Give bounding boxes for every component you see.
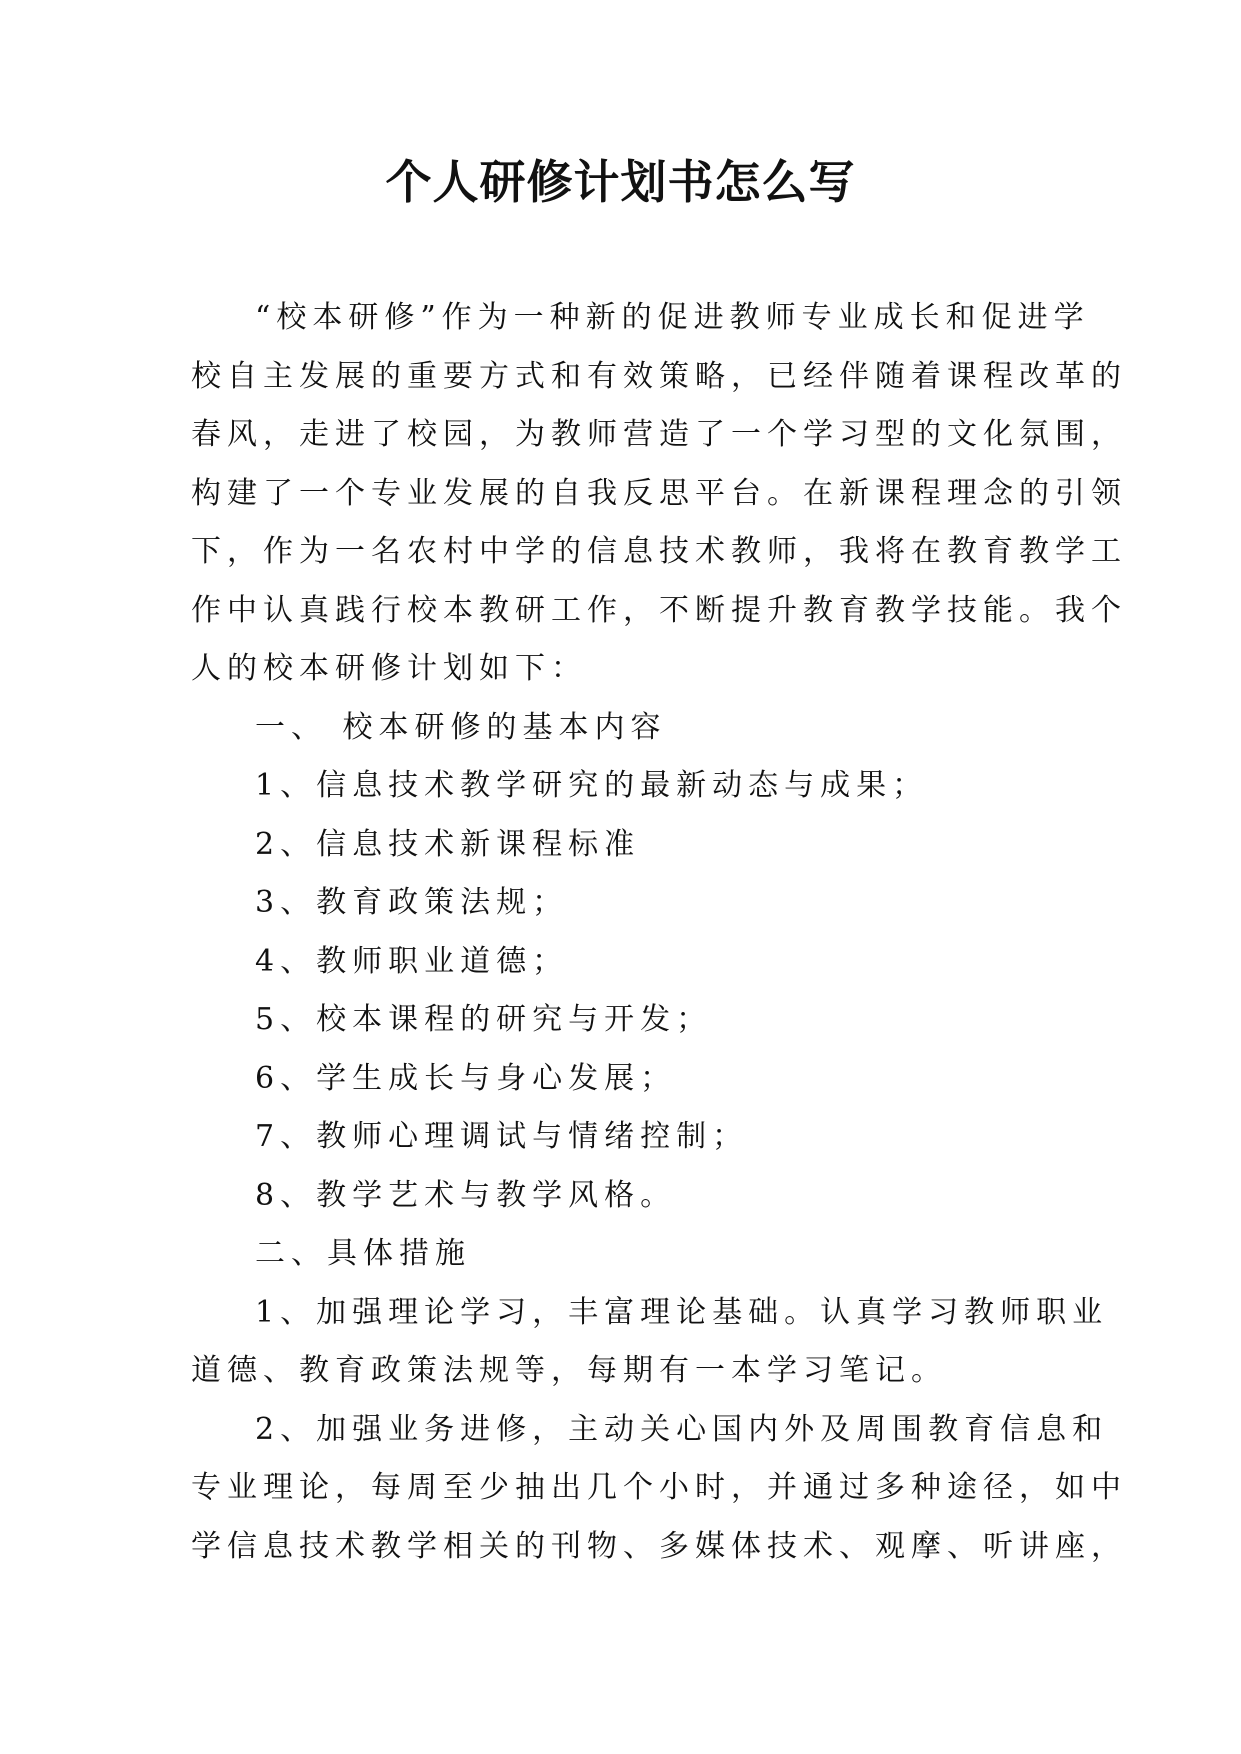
section-heading: 二、具体措施 [255,1236,471,1271]
paragraph-line: 构建了一个专业发展的自我反思平台。在新课程理念的引领 [191,475,1127,511]
list-item: 4、教师职业道德； [255,943,569,979]
list-item: 5、校本课程的研究与开发； [255,1002,713,1037]
paragraph-line: 1、加强理论学习，丰富理论基础。认真学习教师职业 [255,1294,1109,1330]
document-title: 个人研修计划书怎么写 [385,155,856,209]
paragraph-line: 人的校本研修计划如下： [191,651,587,686]
list-item: 7、教师心理调试与情绪控制； [255,1119,749,1154]
paragraph-line: 学信息技术教学相关的刊物、多媒体技术、观摩、听讲座， [191,1528,1127,1564]
list-item: 8、教学艺术与教学风格。 [255,1177,677,1213]
list-item: 1、信息技术教学研究的最新动态与成果； [255,768,929,803]
document-body [191,289,1127,1576]
paragraph-line: 春风，走进了校园，为教师营造了一个学习型的文化氛围， [191,417,1127,452]
section-heading: 一、 校本研修的基本内容 [255,709,667,745]
list-item: 3、教育政策法规； [255,885,569,920]
paragraph-line: 校自主发展的重要方式和有效策略，已经伴随着课程改革的 [191,358,1127,394]
paragraph-line: 道德、教育政策法规等，每期有一本学习笔记。 [191,1353,947,1388]
paragraph-line: 专业理论，每周至少抽出几个小时，并通过多种途径，如中 [191,1470,1127,1505]
list-item: 2、信息技术新课程标准 [255,826,641,862]
paragraph-line: 下，作为一名农村中学的信息技术教师，我将在教育教学工 [191,534,1127,569]
paragraph-line: “校本研修”作为一种新的促进教师专业成长和促进学 [255,300,1090,335]
list-item: 6、学生成长与身心发展； [255,1060,677,1096]
paragraph-line: 作中认真践行校本教研工作，不断提升教育教学技能。我个 [191,592,1127,628]
paragraph-line: 2、加强业务进修，主动关心国内外及周围教育信息和 [255,1411,1109,1447]
